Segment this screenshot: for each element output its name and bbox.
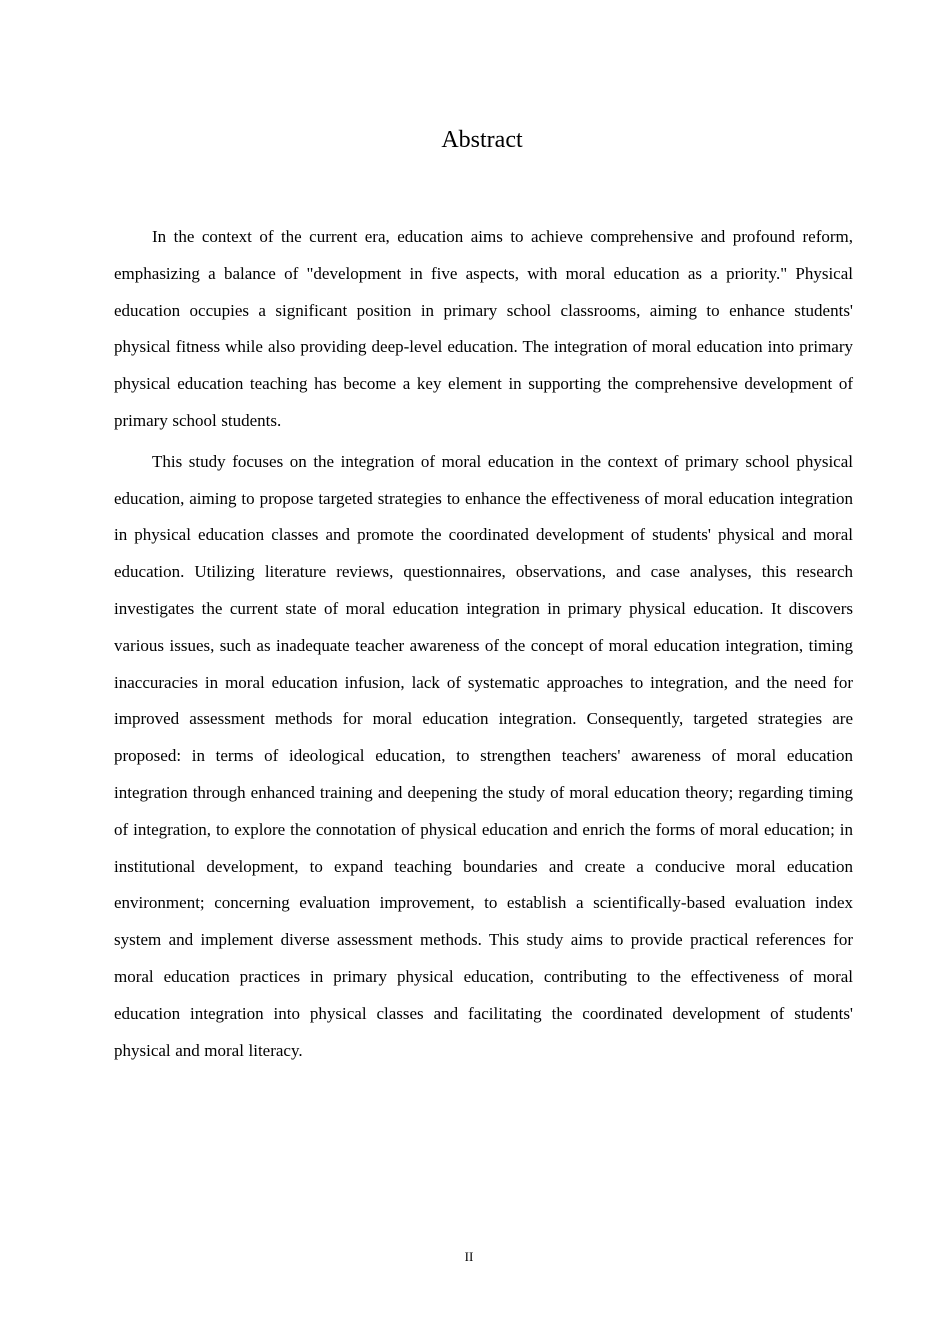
- abstract-body: [114, 219, 853, 1069]
- abstract-title: Abstract: [441, 127, 523, 153]
- abstract-paragraph-1: In the context of the current era, education aims to achieve comprehensive and profound reform, emphasizing a balance of "development in five aspects, with moral education as a priority." Physical education occupies a significant position in primary school classrooms, aiming to enhance students' physical fitness while also providing deep-level education. The integration of moral education into primary physical education teaching has become a key element in supporting the comprehensive development of primary school students.: [114, 227, 853, 430]
- page-number: II: [464, 1249, 474, 1264]
- abstract-paragraph-2: This study focuses on the integration of moral education in the context of primary school physical education, aiming to propose targeted strategies to enhance the effectiveness of moral education integration in physical education classes and promote the coordinated development of students' physical and moral education. Utilizing literature reviews, questionnaires, observations, and case analyses, this research investigates the current state of moral education integration in primary physical education. It discovers various issues, such as inadequate teacher awareness of the concept of moral education integration, timing inaccuracies in moral education infusion, lack of systematic approaches to integration, and the need for improved assessment methods for moral education integration. Consequently, targeted strategies are proposed: in terms of ideological education, to strengthen teachers' awareness of moral education integration through enhanced training and deepening the study of moral education theory; regarding timing of integration, to explore the connotation of physical education and enrich the forms of moral education; in institutional development, to expand teaching boundaries and create a conducive moral education environment; concerning evaluation improvement, to establish a scientifically-based evaluation index system and implement diverse assessment methods. This study aims to provide practical references for moral education practices in primary physical education, contributing to the effectiveness of moral education integration into physical classes and facilitating the coordinated development of students' physical and moral literacy.: [114, 451, 853, 1060]
